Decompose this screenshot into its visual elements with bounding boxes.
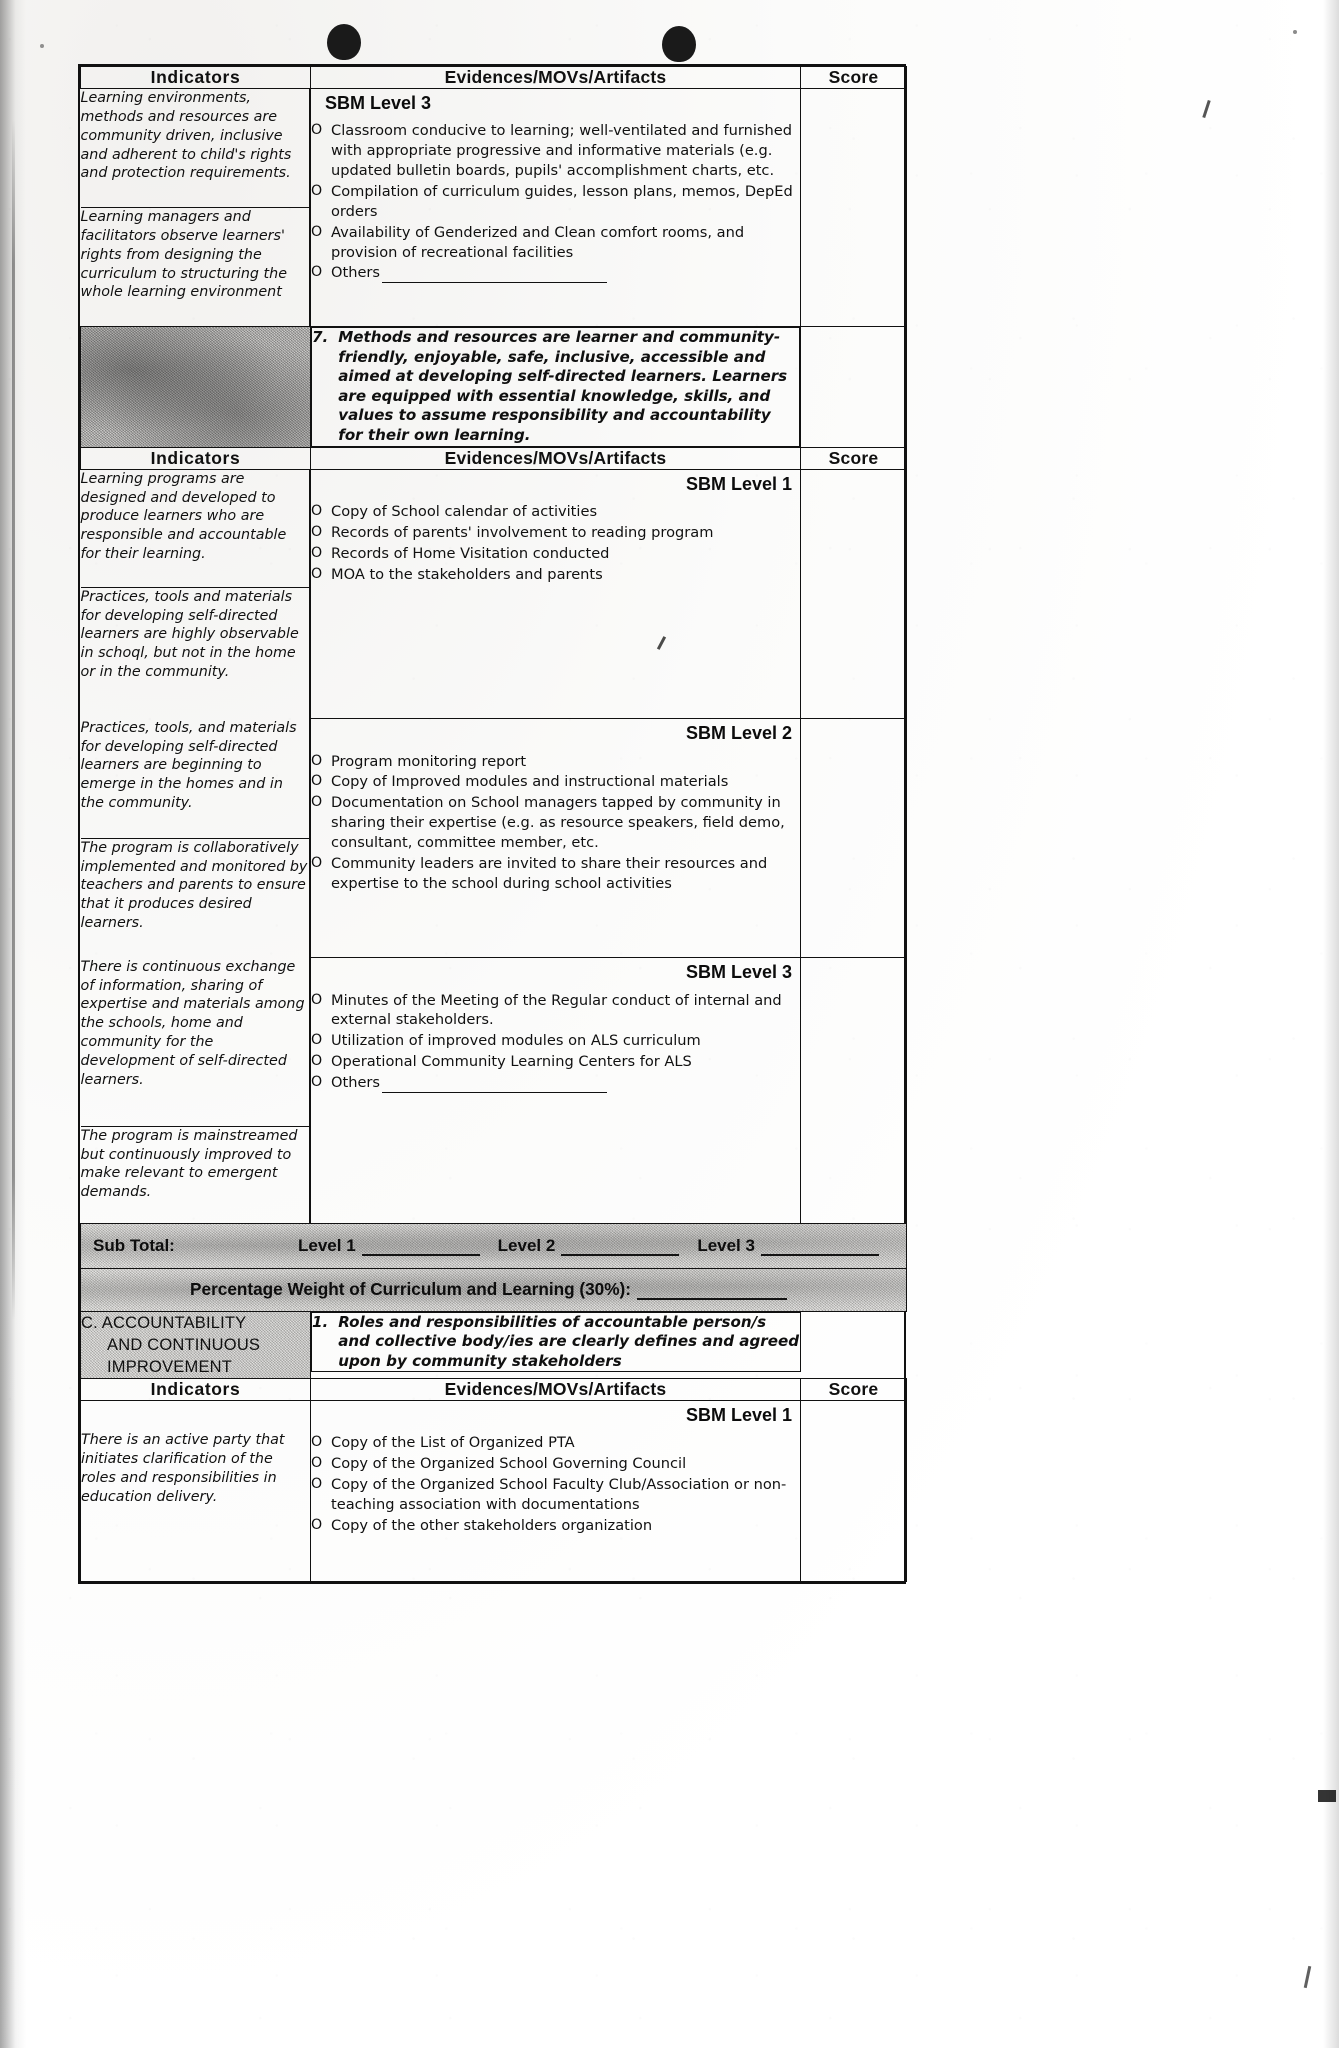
score-input-cell[interactable]	[801, 469, 907, 719]
header-indicators: Indicators	[81, 1378, 311, 1400]
evidence-item-others	[311, 1073, 800, 1093]
indicator-text: The program is collaboratively implemented and monitored by teachers and parents to ensure that it produces desired learners.	[81, 838, 310, 958]
table-row	[81, 1400, 907, 1581]
level-label: SBM Level 2	[685, 723, 792, 744]
standard-number: 1.	[312, 1312, 329, 1331]
score-input-cell[interactable]	[801, 1400, 907, 1581]
evidence-list	[311, 502, 800, 584]
stray-mark-right-dot	[1293, 30, 1297, 34]
evidence-cell-level1	[311, 469, 801, 719]
indicator-text: The program is mainstreamed but continuously improved to make relevant to emergent demands.	[81, 1126, 310, 1223]
section-c-line3: IMPROVEMENT	[107, 1357, 233, 1376]
standard-statement-c1	[311, 1312, 801, 1373]
scan-left-edge-line	[12, 120, 15, 1320]
percentage-weight-cell	[81, 1268, 907, 1311]
table-row	[81, 470, 310, 588]
evidence-cell-level3	[311, 958, 801, 1224]
subtotal-level2-label: Level 2	[497, 1235, 556, 1255]
section-c-letter: C.	[81, 1313, 98, 1332]
scan-left-shadow	[0, 0, 26, 2048]
header-evidences: Evidences/MOVs/Artifacts	[311, 447, 801, 469]
evidence-cell-level2	[311, 719, 801, 958]
subtotal-row	[81, 1223, 907, 1268]
others-label: Others	[331, 1074, 381, 1091]
section-c-row	[81, 1311, 907, 1378]
score-input-cell[interactable]	[801, 89, 907, 327]
standard-text: Roles and responsibilities of accountable person/s and collective body/ies are clearly defines and agreed upon by community stakeholders	[338, 1312, 800, 1370]
form-table	[80, 66, 907, 1582]
evidence-item: O Copy of the List of Organized PTA	[311, 1433, 800, 1453]
indicator-text: Learning programs are designed and developed to produce learners who are responsible and accountable for their learning.	[81, 470, 310, 588]
subtotal-level1-input[interactable]	[362, 1239, 480, 1255]
table-row	[81, 1126, 310, 1223]
standard-number: 7.	[312, 328, 329, 346]
indicator-text: Learning managers and facilitators observe learners' rights from designing the curriculum to structuring the whole learning environment	[81, 208, 310, 327]
evidence-item: O MOA to the stakeholders and parents	[311, 565, 800, 585]
standard-text: Methods and resources are learner and community-friendly, enjoyable, safe, inclusive, accessible and aimed at developing self-directed learners. Learners are equipped with essential knowledge, skills, and values to assume responsibility and accountability for their own learning.	[338, 328, 788, 445]
header-score: Score	[801, 1378, 907, 1400]
subtotal-level2	[498, 1236, 680, 1256]
subtotal-level3-input[interactable]	[761, 1239, 879, 1255]
score-input-cell[interactable]	[801, 719, 907, 958]
stray-mark-bottom-right	[1304, 1966, 1312, 1988]
header-indicators: Indicators	[81, 447, 311, 469]
evidence-item: O Copy of School calendar of activities	[311, 502, 800, 522]
evidence-item: O Classroom conducive to learning; well-ventilated and furnished with appropriate progressive and informative materials (e.g. updated bulletin boards, pupils' accomplishment charts, etc.	[311, 121, 800, 181]
evidence-item: O Compilation of curriculum guides, lesson plans, memos, DepEd orders	[311, 182, 800, 222]
table-row	[81, 958, 310, 1127]
evidence-item: O Minutes of the Meeting of the Regular conduct of internal and external stakeholders.	[311, 991, 800, 1031]
standard-statement-7	[311, 327, 800, 447]
evidence-list	[311, 991, 800, 1093]
table-row	[81, 958, 907, 1224]
header-indicators: Indicators	[81, 67, 311, 89]
table-row	[81, 89, 310, 208]
evidence-item: O Copy of the Organized School Governing Council	[311, 1454, 800, 1474]
table-header-row-3	[81, 1378, 907, 1400]
evidence-item: O Copy of the other stakeholders organization	[311, 1516, 800, 1536]
table-row	[81, 719, 907, 958]
header-evidences: Evidences/MOVs/Artifacts	[311, 67, 801, 89]
header-evidences: Evidences/MOVs/Artifacts	[311, 1378, 801, 1400]
stray-mark-left-dot	[40, 44, 44, 48]
evidence-item: O Community leaders are invited to share their resources and expertise to the school during school activities	[311, 854, 800, 894]
section-c-word1: ACCOUNTABILITY	[101, 1313, 247, 1332]
section-c-line2: AND CONTINUOUS	[107, 1335, 261, 1354]
indicator-text: Learning environments, methods and resources are community driven, inclusive and adherent to child's rights and protection requirements.	[81, 89, 310, 208]
subtotal-label: Sub Total:	[93, 1235, 175, 1255]
table-header-row-1	[81, 67, 907, 89]
evidence-item: O Operational Community Learning Centers for ALS	[311, 1052, 800, 1072]
subtotal-level1-label: Level 1	[298, 1235, 356, 1255]
header-score: Score	[801, 67, 907, 89]
table-row	[81, 208, 310, 327]
section-c-title	[81, 1311, 311, 1378]
subtotal-level2-input[interactable]	[561, 1239, 679, 1255]
table-row	[81, 327, 907, 448]
percentage-weight-input[interactable]	[637, 1283, 787, 1300]
sbm-assessment-table	[78, 64, 906, 1584]
evidence-item: O Records of parents' involvement to reading program	[311, 523, 800, 543]
evidence-item: O Copy of the Organized School Faculty Club/Association or non- teaching association with documentations	[311, 1475, 800, 1515]
indicator-text: Practices, tools, and materials for developing self-directed learners are beginning to emerge in the homes and in the community.	[81, 719, 310, 839]
stray-mark-mid-right	[1318, 1790, 1336, 1802]
percentage-weight-content	[81, 1269, 906, 1311]
evidence-cell-c-level1	[311, 1400, 801, 1581]
indicator-text: There is continuous exchange of information, sharing of expertise and materials among the schools, home and community for the development of self-directed learners.	[81, 958, 310, 1127]
subtotal-level3-label: Level 3	[697, 1235, 755, 1255]
subtotal-level1	[298, 1236, 480, 1256]
smudged-cell	[81, 327, 311, 448]
evidence-item-others	[311, 263, 800, 283]
stray-mark-top-right	[1202, 100, 1210, 118]
table-row	[81, 89, 907, 327]
table-row	[81, 838, 310, 958]
indicator-stack-level2	[81, 719, 311, 958]
evidence-item: O Documentation on School managers tapped by community in sharing their expertise (e.g. as resource speakers, field demo, consultant, committee member, etc.	[311, 793, 800, 853]
indicator-stack-top	[81, 89, 311, 327]
evidence-item: O Utilization of improved modules on ALS curriculum	[311, 1031, 800, 1051]
level-label: SBM Level 3	[325, 93, 432, 113]
evidence-item: O Availability of Genderized and Clean comfort rooms, and provision of recreational facilities	[311, 223, 800, 263]
indicator-stack-level1	[81, 469, 311, 719]
score-input-cell[interactable]	[801, 327, 907, 448]
subtotal-cell	[81, 1223, 907, 1268]
indicator-text: There is an active party that initiates clarification of the roles and responsibilities in education delivery.	[81, 1400, 311, 1581]
header-score: Score	[801, 447, 907, 469]
punch-hole-right	[662, 26, 696, 62]
evidence-list	[311, 752, 800, 894]
punch-hole-left	[327, 24, 361, 60]
evidence-list	[311, 121, 800, 283]
evidence-item: O Program monitoring report	[311, 752, 800, 772]
percentage-weight-row	[81, 1268, 907, 1311]
subtotal-level3	[697, 1236, 879, 1256]
percentage-weight-label: Percentage Weight of Curriculum and Learning (30%):	[190, 1278, 631, 1299]
scan-right-shadow	[1323, 0, 1339, 2048]
evidence-cell-level3-top	[311, 89, 801, 327]
others-write-in-line[interactable]	[382, 270, 607, 283]
section-c-line1	[81, 1312, 310, 1334]
level-label: SBM Level 3	[685, 962, 792, 983]
others-write-in-line[interactable]	[382, 1079, 607, 1092]
table-row	[81, 469, 907, 719]
evidence-item: O Records of Home Visitation conducted	[311, 544, 800, 564]
indicator-stack-level3	[81, 958, 311, 1224]
table-row	[81, 719, 310, 839]
score-input-cell[interactable]	[801, 958, 907, 1224]
evidence-list	[311, 1433, 800, 1535]
others-label: Others	[331, 264, 381, 282]
evidence-item: O Copy of Improved modules and instructional materials	[311, 772, 800, 792]
level-label: SBM Level 1	[685, 1404, 792, 1425]
indicator-text: Practices, tools and materials for developing self-directed learners are highly observable in schoql, but not in the home or in the community.	[81, 587, 310, 719]
level-label: SBM Level 1	[685, 473, 792, 494]
table-header-row-2	[81, 447, 907, 469]
subtotal-content	[81, 1224, 906, 1268]
table-row	[81, 587, 310, 719]
